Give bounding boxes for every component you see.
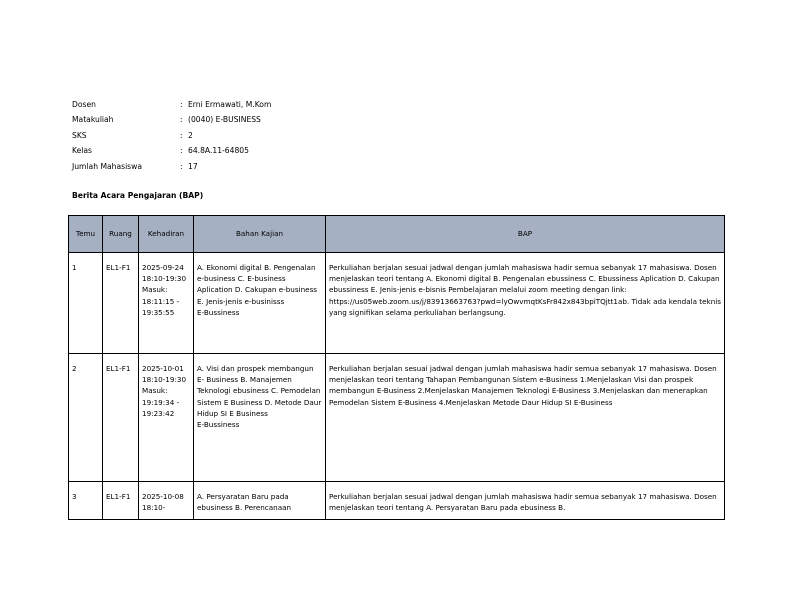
header-temu: Temu bbox=[69, 216, 103, 253]
info-row-matakuliah bbox=[72, 112, 271, 127]
cell-temu: 2 bbox=[69, 354, 103, 482]
info-separator: : bbox=[180, 161, 183, 171]
info-label: Dosen bbox=[72, 100, 96, 109]
bahan-kajian-text: A. Persyaratan Baru pada ebusiness B. Perencanaan bbox=[197, 492, 292, 513]
cell-text: 3 bbox=[72, 492, 77, 501]
cell-text: Perkuliahan berjalan sesuai jadwal dengan jumlah mahasiswa hadir semua sebanyak 17 mahasiswa. Dosen menjelaskan teori tentang A. Persyaratan Baru pada ebusiness B. bbox=[329, 492, 717, 513]
bap-table bbox=[68, 215, 725, 520]
bahan-kajian-text: A. Visi dan prospek membangun E- Business B. Manajemen Teknologi ebusiness C. Pemodelan Sistem E Business D. Metode Daur Hidup SI E Business bbox=[197, 364, 322, 418]
bahan-kajian-category: E-Bussiness bbox=[197, 307, 240, 317]
info-label: Kelas bbox=[72, 146, 92, 156]
cell-ruang bbox=[103, 482, 139, 520]
table-row bbox=[69, 354, 725, 482]
info-row-dosen bbox=[72, 97, 271, 112]
info-separator: : bbox=[180, 115, 183, 125]
cell-bap bbox=[326, 482, 725, 520]
cell-text: 2025-10-08 18:10- bbox=[142, 492, 184, 513]
cell-bahan-kajian bbox=[194, 253, 326, 354]
cell-temu bbox=[69, 482, 103, 520]
info-value: Erni Ermawati, M.Kom bbox=[188, 100, 272, 109]
info-separator: : bbox=[180, 100, 183, 109]
cell-text: EL1-F1 bbox=[106, 492, 131, 501]
bap-section-title: Berita Acara Pengajaran (BAP) bbox=[72, 191, 204, 200]
header-bahan-kajian: Bahan Kajian bbox=[194, 216, 326, 253]
cell-ruang: EL1-F1 bbox=[103, 253, 139, 354]
bahan-kajian-text: A. Ekonomi digital B. Pengenalan e-business C. E-business Aplication D. Cakupan e-business E. Jenis-jenis e-businisss bbox=[197, 263, 318, 306]
cell-temu: 1 bbox=[69, 253, 103, 354]
info-label: SKS bbox=[72, 130, 87, 140]
info-row-jumlah-mahasiswa bbox=[72, 159, 271, 174]
info-value: 2 bbox=[188, 130, 193, 140]
info-row-sks bbox=[72, 128, 271, 143]
info-label: Jumlah Mahasiswa bbox=[72, 161, 142, 171]
cell-bahan-kajian bbox=[194, 482, 326, 520]
header-ruang: Ruang bbox=[103, 216, 139, 253]
header-kehadiran: Kehadiran bbox=[139, 216, 194, 253]
cell-kehadiran: 2025-09-24 18:10-19:30 Masuk: 18:11:15 - 19:35:55 bbox=[139, 253, 194, 354]
table-row bbox=[69, 253, 725, 354]
cell-ruang: EL1-F1 bbox=[103, 354, 139, 482]
info-separator: : bbox=[180, 130, 183, 140]
info-label: Matakuliah bbox=[72, 115, 114, 125]
table-row bbox=[69, 482, 725, 520]
info-value: (0040) E-BUSINESS bbox=[188, 115, 261, 125]
table-header-row bbox=[69, 216, 725, 253]
cell-bap: Perkuliahan berjalan sesuai jadwal dengan jumlah mahasiswa hadir semua sebanyak 17 mahasiswa. Dosen menjelaskan teori tentang A. Ekonomi digital B. Pengenalan ebussiness C. Ebussiness Aplication D. Cakupan ebussiness E. Jenis-jenis e-bisnis Pembelajaran melalui zoom meeting dengan link: https://us05web.zoom.us/j/83913663763?pwd=lyOwvmqtKsFr842x843bpiTQjtt1ab. Tidak ada kendala teknis yang signifikan selama perkuliahan berlangsung. bbox=[326, 253, 725, 354]
info-row-kelas bbox=[72, 143, 271, 158]
cell-bahan-kajian bbox=[194, 354, 326, 482]
info-value: 64.8A.11-64805 bbox=[188, 146, 249, 156]
course-info bbox=[72, 97, 271, 174]
info-value: 17 bbox=[188, 161, 198, 171]
cell-bap: Perkuliahan berjalan sesuai jadwal dengan jumlah mahasiswa hadir semua sebanyak 17 mahasiswa. Dosen menjelaskan teori tentang Tahapan Pembangunan Sistem e-Business 1.Menjelaskan Visi dan prospek membangun E-Business 2.Menjelaskan Manajemen Teknologi E-Business 3.Menjelaskan dan menerapkan Pemodelan Sistem E-Business 4.Menjelaskan Metode Daur Hidup SI E-Business bbox=[326, 354, 725, 482]
header-bap: BAP bbox=[326, 216, 725, 253]
info-separator: : bbox=[180, 146, 183, 156]
cell-kehadiran: 2025-10-01 18:10-19:30 Masuk: 19:19:34 - 19:23:42 bbox=[139, 354, 194, 482]
bahan-kajian-category: E-Bussiness bbox=[197, 420, 240, 430]
cell-kehadiran bbox=[139, 482, 194, 520]
